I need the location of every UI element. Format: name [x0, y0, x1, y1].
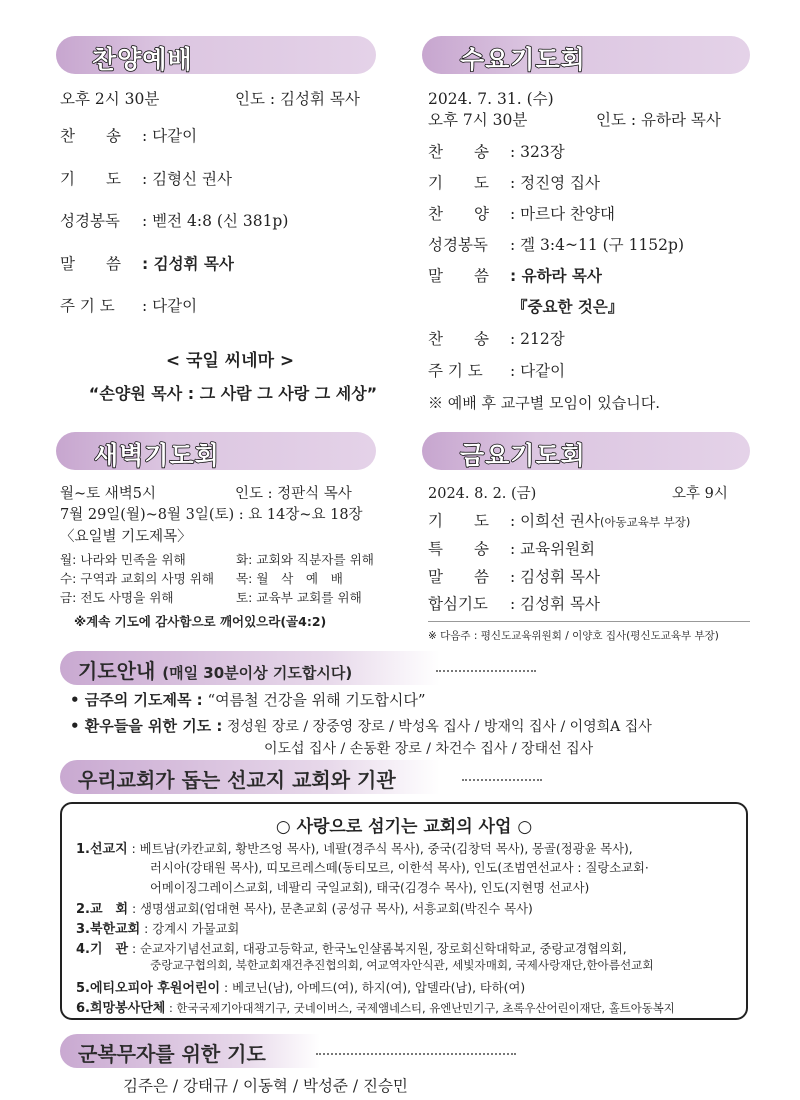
- prayer-patients-line2: 이도섭 집사 / 손동환 장로 / 차건수 집사 / 장태선 집사: [264, 741, 594, 757]
- friday-row-value: : 이희선 권사: [510, 512, 600, 530]
- missions-line-text: 중랑교구협의회, 북한교회재건추진협의회, 여교역자안식관, 세빛자매회, 국제사랑재단,한아름선교회: [150, 958, 654, 972]
- missions-line: [76, 977, 525, 996]
- missions-line-text: : 베트남(카칸교회, 황반즈엉 목사), 네팔(경주식 목사), 중국(김창덕 목사), 몽골(정광윤 목사),: [131, 842, 633, 856]
- friday-row: [428, 570, 600, 586]
- missions-line-label: 5.에티오피아 후원어린이: [76, 981, 221, 996]
- sunday-sermon-speaker: : 김성휘 목사: [142, 255, 234, 273]
- wednesday-row: [428, 238, 684, 254]
- friday-row-label: 기 도: [428, 512, 489, 530]
- wednesday-row: [428, 269, 602, 285]
- sunday-row-value: : 다같이: [142, 127, 198, 145]
- dawn-topic-right: 토: 교육부 교회를 위해: [236, 590, 362, 605]
- missions-line: [150, 858, 649, 876]
- missions-line-label: 4.기 관: [76, 942, 129, 957]
- friday-row-extra: (아동교육부 부장): [599, 515, 691, 529]
- friday-row-label: 특 송: [428, 540, 489, 558]
- missions-line-text: : 생명샘교회(엄대현 목사), 문촌교회 (공성규 목사), 서흥교회(박진수 목사): [132, 902, 533, 916]
- missions-line-text: : 베코닌(남), 아메드(여), 하지(여), 압델라(남), 타하(여): [224, 981, 526, 995]
- prayer-guide-title: [78, 655, 352, 684]
- dawn-title: 새벽기도회: [94, 441, 220, 470]
- missions-line-label: 6.희망봉사단체: [76, 1001, 166, 1016]
- sunday-row-label: 성경봉독: [60, 212, 120, 230]
- sunday-time: 오후 2시 30분: [60, 90, 160, 108]
- sunday-row-label: 찬 송: [60, 127, 121, 145]
- missions-box-title: ○ 사랑으로 섬기는 교회의 사업 ○: [275, 817, 533, 837]
- sunday-row-value: : 벧전 4:8 (신 381p): [142, 212, 289, 230]
- prayer-guide-dots: [436, 670, 536, 672]
- friday-date: 2024. 8. 2. (금): [428, 486, 537, 502]
- friday-row-value: : 김성휘 목사: [510, 595, 600, 613]
- friday-row-value: : 김성휘 목사: [510, 568, 600, 586]
- wednesday-row-value: : 마르다 찬양대: [510, 205, 615, 223]
- sunday-row-value: : 김형신 권사: [142, 170, 232, 188]
- sunday-row-label: 주 기 도: [60, 297, 115, 315]
- sunday-leader: 인도 : 김성휘 목사: [235, 90, 360, 108]
- missions-line: [150, 878, 589, 896]
- wednesday-row-label: 찬 송: [428, 330, 489, 348]
- missions-line: [76, 938, 627, 957]
- prayer-weekly-label: • 금주의 기도제목 :: [70, 691, 203, 709]
- wednesday-row-label: 기 도: [428, 174, 489, 192]
- friday-next-week: ※ 다음주 : 평신도교육위원회 / 이양호 집사(평신도교육부 부장): [428, 630, 719, 642]
- missions-line-text: 러시아(강태원 목사), 띠모르레스떼(동티모르, 이한석 목사), 인도(조범연선교사 : 질랑소교회·: [150, 861, 649, 875]
- friday-order: [428, 487, 753, 617]
- sunday-row-label: 말 씀: [60, 255, 121, 273]
- wednesday-row-label: 말 씀: [428, 267, 489, 285]
- prayer-patients-line1: 정성원 장로 / 장중영 장로 / 박성옥 집사 / 방재익 집사 / 이영희A 집사: [226, 719, 652, 735]
- friday-title: 금요기도회: [460, 441, 586, 470]
- friday-row: [428, 542, 595, 558]
- wednesday-row-value: : 다같이: [510, 362, 566, 380]
- dawn-topic-left: 수: 구역과 교회의 사명 위해: [60, 571, 215, 586]
- sunday-row-label: 기 도: [60, 170, 121, 188]
- wednesday-sermon-speaker: : 유하라 목사: [510, 267, 602, 285]
- dawn-schedule: 월~토 새벽5시: [60, 486, 157, 502]
- dawn-verse: ※계속 기도에 감사함으로 깨어있으라(골4:2): [74, 614, 327, 629]
- dawn-topics: [60, 549, 405, 609]
- missions-line: [76, 838, 633, 857]
- friday-divider: [428, 621, 750, 622]
- sunday-order: [60, 92, 400, 322]
- wednesday-row: [428, 364, 565, 380]
- prayer-weekly-value: “여름철 건강을 위해 기도합시다”: [207, 691, 426, 709]
- friday-row: [428, 597, 600, 613]
- military-dots: [316, 1053, 516, 1055]
- wednesday-date: 2024. 7. 31. (수): [428, 90, 554, 108]
- wednesday-row-label: 주 기 도: [428, 362, 483, 380]
- missions-title: 우리교회가 돕는 선교지 교회와 기관: [78, 768, 396, 792]
- missions-line: [76, 997, 675, 1016]
- wednesday-order: [428, 92, 758, 422]
- dawn-topic-left: 금: 전도 사명을 위해: [60, 590, 174, 605]
- wednesday-row-value: : 323장: [510, 143, 565, 161]
- prayer-guide-title-text: 기도안내: [78, 659, 156, 683]
- missions-line-text: : 한국국제기아대책기구, 굿네이버스, 국제앰네스티, 유엔난민기구, 초록우산어린이재단, 홀트아동복지: [168, 1001, 675, 1015]
- sunday-row-value: : 다같이: [142, 297, 198, 315]
- wednesday-note: ※ 예배 후 교구별 모임이 있습니다.: [428, 394, 660, 412]
- wednesday-leader: 인도 : 유하라 목사: [596, 111, 721, 129]
- missions-line-text: 어메이징그레이스교회, 네팔리 국일교회), 태국(김경수 목사), 인도(지현명 선교사): [150, 881, 590, 895]
- wednesday-row-value: : 겔 3:4~11 (구 1152p): [510, 236, 684, 254]
- wednesday-row-value: : 정진영 집사: [510, 174, 600, 192]
- missions-line: [76, 898, 533, 917]
- missions-dots: [462, 779, 542, 781]
- dawn-topics-title: 〈요일별 기도제목〉: [60, 529, 192, 545]
- friday-time: 오후 9시: [672, 486, 728, 502]
- prayer-patients: [70, 715, 652, 736]
- prayer-patients-label: • 환우들을 위한 기도 :: [70, 717, 223, 735]
- missions-line-text: : 강계시 가물교회: [144, 922, 240, 936]
- dawn-dates: 7월 29일(월)~8월 3일(토) : 요 14장~요 18장: [60, 507, 363, 523]
- cinema-title: < 국일 씨네마 >: [165, 351, 295, 371]
- wednesday-row: [428, 145, 565, 161]
- cinema-subtitle: “손양원 목사 : 그 사람 그 사랑 그 세상”: [88, 384, 378, 403]
- wednesday-row: [428, 176, 600, 192]
- sunday-row: [60, 129, 197, 145]
- sunday-row: [60, 257, 234, 273]
- dawn-leader: 인도 : 정판식 목사: [235, 486, 352, 502]
- wednesday-row: [428, 332, 565, 348]
- wednesday-title: 수요기도회: [460, 45, 586, 74]
- missions-line-label: 1.선교지: [76, 842, 128, 857]
- friday-row-label: 말 씀: [428, 568, 489, 586]
- wednesday-row: [428, 207, 615, 223]
- missions-line-label: 3.북한교회: [76, 922, 141, 937]
- sunday-row: [60, 299, 197, 315]
- sunday-row: [60, 172, 232, 188]
- prayer-weekly: [70, 689, 425, 710]
- sunday-row: [60, 214, 288, 230]
- military-title: 군복무자를 위한 기도: [78, 1042, 266, 1066]
- wednesday-time: 오후 7시 30분: [428, 111, 528, 129]
- missions-box: [60, 802, 748, 1020]
- dawn-topic-right: 목: 월 삭 예 배: [236, 571, 343, 586]
- missions-line: [150, 957, 654, 973]
- friday-row: [428, 514, 690, 530]
- wednesday-sermon-title: 『중요한 것은』: [512, 298, 624, 316]
- friday-row-label: 합심기도: [428, 595, 488, 613]
- wednesday-row-label: 성경봉독: [428, 236, 488, 254]
- missions-line: [76, 918, 239, 937]
- military-names: 김주은 / 강태규 / 이동혁 / 박성준 / 진승민: [123, 1077, 408, 1095]
- sunday-title: 찬양예배: [92, 45, 193, 74]
- wednesday-row-value: : 212장: [510, 330, 565, 348]
- friday-row-value: : 교육위원회: [510, 540, 596, 558]
- missions-line-text: : 순교자기념선교회, 대광고등학교, 한국노인샬롬복지원, 장로회신학대학교, 중랑교경협의회,: [132, 942, 627, 956]
- dawn-topic-left: 월: 나라와 민족을 위해: [60, 552, 186, 567]
- dawn-topic-right: 화: 교회와 직분자를 위해: [236, 552, 374, 567]
- wednesday-row-label: 찬 송: [428, 143, 489, 161]
- wednesday-row-label: 찬 양: [428, 205, 489, 223]
- missions-line-label: 2.교 회: [76, 902, 129, 917]
- prayer-guide-subtitle: (매일 30분이상 기도합시다): [162, 664, 353, 682]
